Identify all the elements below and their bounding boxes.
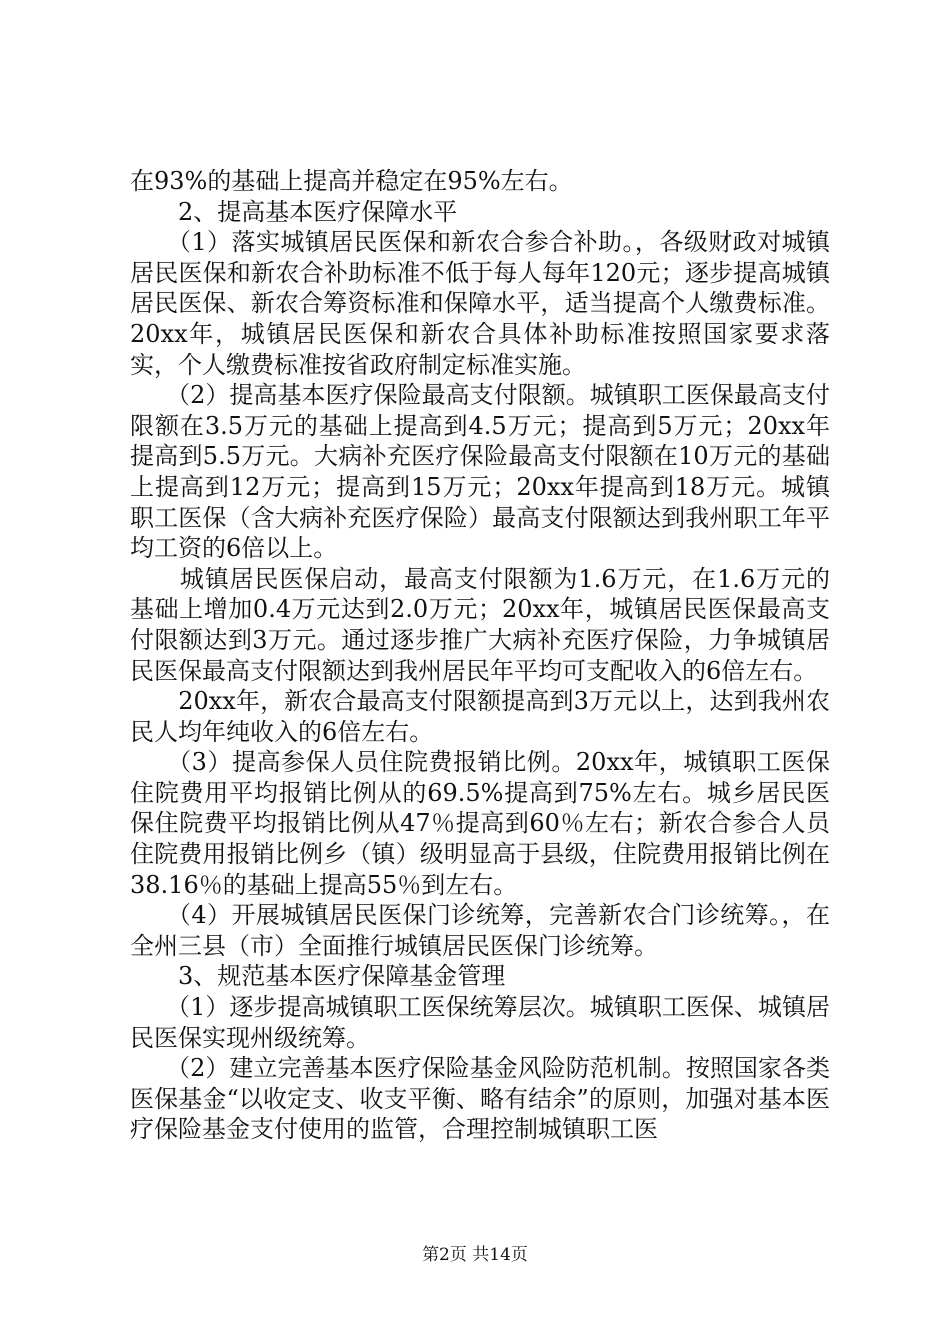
section-heading-3: 3、规范基本医疗保障基金管理 <box>130 962 506 991</box>
paragraph-2-1: （1）落实城镇居民医保和新农合参合补助。，各级财政对城镇居民医保和新农合补助标准不低于每人每年120元；逐步提高城镇居民医保、新农合筹资标准和保障水平，适当提高个人缴费标准。20xx年，城镇居民医保和新农合具体补助标准按照国家要求落实，个人缴费标准按省政府制定标准实施。 <box>130 228 830 379</box>
paragraph-2-2-residents: 城镇居民医保启动，最高支付限额为1.6万元，在1.6万元的基础上增加0.4万元达到2.0万元；20xx年，城镇居民医保最高支付限额达到3万元。通过逐步推广大病补充医疗保险，力争城镇居民医保最高支付限额达到我州居民年平均可支配收入的6倍左右。 <box>130 564 830 685</box>
paragraph-3-1: （1）逐步提高城镇职工医保统筹层次。城镇职工医保、城镇居民医保实现州级统筹。 <box>130 993 830 1052</box>
paragraph-1: 在93%的基础上提高并稳定在95%左右。 <box>130 167 573 195</box>
paragraph-2-2: （2）提高基本医疗保险最高支付限额。城镇职工医保最高支付限额在3.5万元的基础上提高到4.5万元；提高到5万元；20xx年提高到5.5万元。大病补充医疗保险最高支付限额在10万元的基础上提高到12万元；提高到15万元；20xx年提高到18万元。城镇职工医保（含大病补充医疗保险）最高支付限额达到我州职工年平均工资的6倍以上。 <box>130 381 830 563</box>
paragraph-2-4: （4）开展城镇居民医保门诊统筹，完善新农合门诊统筹。，在全州三县（市）全面推行城镇居民医保门诊统筹。 <box>130 901 830 960</box>
paragraph-2-2-ncms: 20xx年，新农合最高支付限额提高到3万元以上，达到我州农民人均年纯收入的6倍左右。 <box>130 687 830 746</box>
paragraph-2-3: （3）提高参保人员住院费报销比例。20xx年，城镇职工医保住院费用平均报销比例从的69.5%提高到75%左右。城乡居民医保住院费平均报销比例从47％提高到60％左右；新农合参合人员住院费用报销比例乡（镇）级明显高于县级，住院费用报销比例在38.16％的基础上提高55％到左右。 <box>130 748 830 899</box>
paragraph-3-2: （2）建立完善基本医疗保险基金风险防范机制。按照国家各类医保基金“以收定支、收支平衡、略有结余”的原则，加强对基本医疗保险基金支付使用的监管，合理控制城镇职工医 <box>130 1054 830 1144</box>
document-body <box>130 166 830 1145</box>
page-number-footer: 第2页 共14页 <box>422 1245 528 1265</box>
section-heading-2: 2、提高基本医疗保障水平 <box>130 197 458 226</box>
